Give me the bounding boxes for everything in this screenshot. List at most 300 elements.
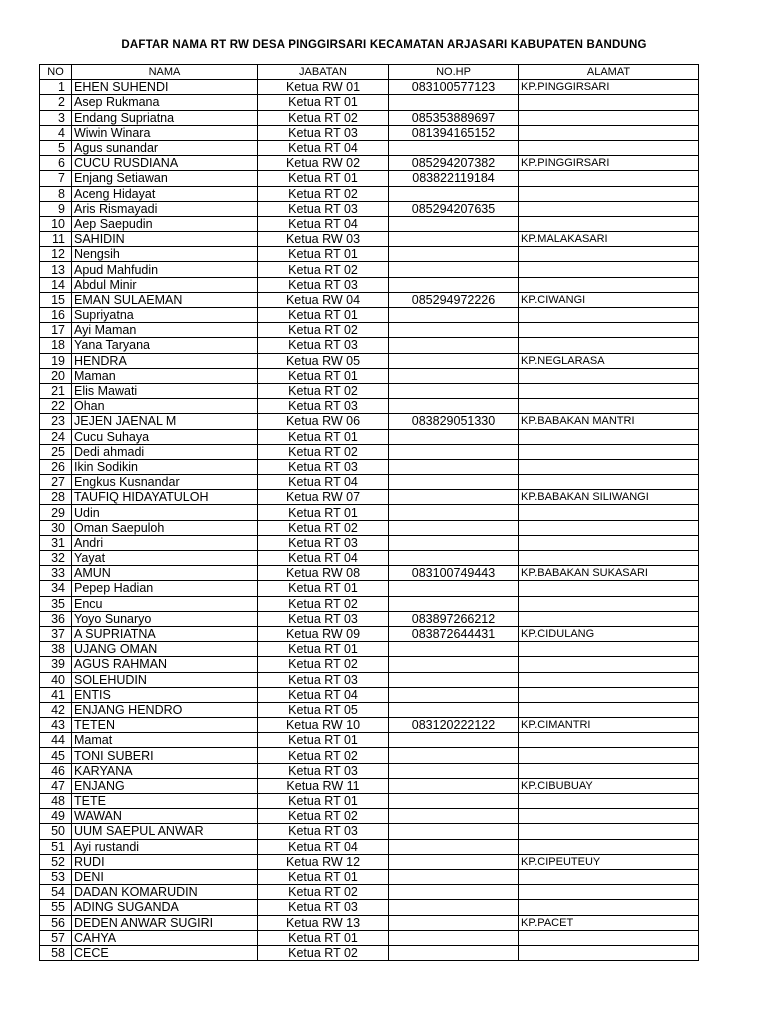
cell-jabatan: Ketua RT 02 [258,383,389,398]
cell-alamat: KP.CIMANTRI [519,718,699,733]
cell-nama: Cucu Suhaya [72,429,258,444]
cell-no-hp [389,459,519,474]
cell-nama: SOLEHUDIN [72,672,258,687]
cell-no-hp [389,824,519,839]
table-row [40,262,699,277]
cell-no-hp [389,900,519,915]
cell-no: 3 [40,110,72,125]
cell-nama: TETEN [72,718,258,733]
cell-alamat [519,657,699,672]
table-row [40,839,699,854]
cell-no-hp: 085353889697 [389,110,519,125]
cell-alamat [519,140,699,155]
cell-jabatan: Ketua RT 03 [258,763,389,778]
cell-jabatan: Ketua RT 03 [258,459,389,474]
table-row [40,110,699,125]
table-row [40,95,699,110]
cell-jabatan: Ketua RT 03 [258,338,389,353]
table-row [40,201,699,216]
cell-nama: CUCU RUSDIANA [72,156,258,171]
cell-nama: TAUFIQ HIDAYATULOH [72,490,258,505]
cell-jabatan: Ketua RW 12 [258,854,389,869]
cell-alamat: KP.CIWANGI [519,292,699,307]
table-row [40,672,699,687]
cell-alamat [519,900,699,915]
cell-jabatan: Ketua RT 02 [258,596,389,611]
cell-alamat [519,475,699,490]
table-row [40,611,699,626]
table-row [40,900,699,915]
cell-alamat [519,687,699,702]
cell-alamat [519,216,699,231]
cell-nama: ENJANG HENDRO [72,702,258,717]
cell-no: 52 [40,854,72,869]
cell-alamat [519,794,699,809]
table-row [40,915,699,930]
cell-no: 34 [40,581,72,596]
cell-jabatan: Ketua RT 03 [258,824,389,839]
cell-no-hp [389,945,519,960]
cell-nama: Maman [72,368,258,383]
cell-alamat [519,186,699,201]
cell-no: 21 [40,383,72,398]
cell-jabatan: Ketua RW 08 [258,566,389,581]
cell-jabatan: Ketua RT 02 [258,110,389,125]
cell-alamat [519,733,699,748]
header-jabatan: JABATAN [258,65,389,80]
cell-jabatan: Ketua RT 01 [258,505,389,520]
cell-nama: RUDI [72,854,258,869]
table-row [40,930,699,945]
cell-alamat [519,399,699,414]
cell-alamat [519,368,699,383]
cell-nama: ADING SUGANDA [72,900,258,915]
cell-nama: UUM SAEPUL ANWAR [72,824,258,839]
cell-alamat [519,444,699,459]
cell-jabatan: Ketua RT 02 [258,186,389,201]
cell-no-hp: 083829051330 [389,414,519,429]
cell-no: 2 [40,95,72,110]
cell-jabatan: Ketua RT 01 [258,95,389,110]
cell-alamat [519,702,699,717]
cell-alamat: KP.MALAKASARI [519,232,699,247]
cell-jabatan: Ketua RT 01 [258,581,389,596]
cell-jabatan: Ketua RT 05 [258,702,389,717]
cell-no: 30 [40,520,72,535]
cell-nama: Yana Taryana [72,338,258,353]
cell-alamat [519,383,699,398]
cell-nama: ENJANG [72,778,258,793]
cell-no: 27 [40,475,72,490]
cell-jabatan: Ketua RT 02 [258,945,389,960]
cell-nama: Udin [72,505,258,520]
cell-nama: Aris Rismayadi [72,201,258,216]
table-row [40,323,699,338]
cell-alamat: KP.NEGLARASA [519,353,699,368]
cell-alamat [519,201,699,216]
table-row [40,247,699,262]
cell-alamat: KP.CIBUBUAY [519,778,699,793]
cell-no-hp [389,551,519,566]
cell-no: 38 [40,642,72,657]
cell-no-hp [389,444,519,459]
cell-no-hp [389,383,519,398]
table-row [40,566,699,581]
cell-alamat [519,277,699,292]
cell-no-hp: 081394165152 [389,125,519,140]
cell-jabatan: Ketua RT 02 [258,444,389,459]
cell-jabatan: Ketua RT 03 [258,900,389,915]
cell-no: 10 [40,216,72,231]
header-no: NO [40,65,72,80]
table-body [40,80,699,961]
cell-nama: DADAN KOMARUDIN [72,885,258,900]
cell-jabatan: Ketua RT 02 [258,657,389,672]
cell-no: 25 [40,444,72,459]
cell-nama: Encu [72,596,258,611]
cell-jabatan: Ketua RT 01 [258,308,389,323]
cell-nama: Aceng Hidayat [72,186,258,201]
table-row [40,581,699,596]
cell-alamat [519,869,699,884]
cell-no: 18 [40,338,72,353]
table-row [40,869,699,884]
table-row [40,778,699,793]
cell-nama: Enjang Setiawan [72,171,258,186]
cell-no-hp: 085294207635 [389,201,519,216]
cell-no: 13 [40,262,72,277]
table-row [40,642,699,657]
cell-jabatan: Ketua RW 02 [258,156,389,171]
cell-no: 6 [40,156,72,171]
cell-no: 49 [40,809,72,824]
cell-no-hp [389,232,519,247]
cell-alamat [519,505,699,520]
cell-jabatan: Ketua RT 04 [258,475,389,490]
table-row [40,459,699,474]
cell-no: 5 [40,140,72,155]
cell-alamat [519,581,699,596]
table-row [40,140,699,155]
cell-nama: Apud Mahfudin [72,262,258,277]
cell-nama: Dedi ahmadi [72,444,258,459]
cell-jabatan: Ketua RT 03 [258,201,389,216]
cell-no-hp [389,869,519,884]
cell-nama: SAHIDIN [72,232,258,247]
cell-no-hp [389,368,519,383]
table-row [40,945,699,960]
cell-nama: Agus sunandar [72,140,258,155]
cell-no-hp [389,748,519,763]
cell-no-hp [389,839,519,854]
cell-no: 58 [40,945,72,960]
cell-alamat [519,535,699,550]
cell-nama: TONI SUBERI [72,748,258,763]
cell-alamat [519,763,699,778]
table-row [40,551,699,566]
cell-no: 57 [40,930,72,945]
cell-jabatan: Ketua RW 09 [258,626,389,641]
cell-alamat [519,95,699,110]
cell-no-hp [389,338,519,353]
cell-nama: AGUS RAHMAN [72,657,258,672]
cell-jabatan: Ketua RT 01 [258,171,389,186]
cell-jabatan: Ketua RW 06 [258,414,389,429]
cell-jabatan: Ketua RW 03 [258,232,389,247]
cell-no: 11 [40,232,72,247]
cell-no: 12 [40,247,72,262]
cell-alamat: KP.BABAKAN MANTRI [519,414,699,429]
cell-no: 16 [40,308,72,323]
table-row [40,156,699,171]
cell-no: 32 [40,551,72,566]
rt-rw-table [39,64,699,961]
cell-nama: DENI [72,869,258,884]
cell-no-hp [389,475,519,490]
table-row [40,596,699,611]
cell-no: 54 [40,885,72,900]
cell-no: 26 [40,459,72,474]
cell-no-hp: 083897266212 [389,611,519,626]
cell-nama: AMUN [72,566,258,581]
cell-jabatan: Ketua RW 01 [258,80,389,95]
table-row [40,718,699,733]
cell-jabatan: Ketua RT 03 [258,535,389,550]
table-row [40,809,699,824]
cell-jabatan: Ketua RT 03 [258,125,389,140]
cell-alamat [519,672,699,687]
cell-nama: Mamat [72,733,258,748]
cell-no-hp [389,490,519,505]
cell-no: 48 [40,794,72,809]
cell-no: 31 [40,535,72,550]
cell-no-hp [389,247,519,262]
cell-no-hp [389,505,519,520]
cell-no-hp [389,794,519,809]
table-row [40,277,699,292]
cell-no: 55 [40,900,72,915]
cell-alamat: KP.CIPEUTEUY [519,854,699,869]
header-no-hp: NO.HP [389,65,519,80]
table-row [40,414,699,429]
cell-nama: WAWAN [72,809,258,824]
cell-alamat [519,596,699,611]
cell-alamat [519,945,699,960]
cell-alamat [519,551,699,566]
cell-nama: DEDEN ANWAR SUGIRI [72,915,258,930]
cell-alamat: KP.PACET [519,915,699,930]
cell-nama: Wiwin Winara [72,125,258,140]
cell-no: 40 [40,672,72,687]
cell-no: 46 [40,763,72,778]
table-row [40,444,699,459]
table-row [40,216,699,231]
cell-alamat: KP.CIDULANG [519,626,699,641]
cell-no-hp: 083120222122 [389,718,519,733]
cell-alamat: KP.PINGGIRSARI [519,80,699,95]
cell-nama: Elis Mawati [72,383,258,398]
cell-no-hp [389,733,519,748]
cell-no-hp [389,809,519,824]
cell-no: 7 [40,171,72,186]
table-row [40,748,699,763]
cell-no-hp [389,642,519,657]
table-row [40,763,699,778]
cell-nama: ENTIS [72,687,258,702]
cell-alamat [519,308,699,323]
cell-nama: Ayi rustandi [72,839,258,854]
cell-jabatan: Ketua RW 05 [258,353,389,368]
table-row [40,338,699,353]
cell-no-hp [389,262,519,277]
table-row [40,383,699,398]
cell-jabatan: Ketua RT 03 [258,277,389,292]
cell-no: 1 [40,80,72,95]
cell-no: 20 [40,368,72,383]
cell-no: 51 [40,839,72,854]
table-row [40,171,699,186]
cell-alamat [519,262,699,277]
table-row [40,490,699,505]
cell-no-hp [389,581,519,596]
cell-no: 37 [40,626,72,641]
cell-jabatan: Ketua RT 01 [258,930,389,945]
cell-alamat [519,824,699,839]
cell-nama: CECE [72,945,258,960]
cell-nama: EMAN SULAEMAN [72,292,258,307]
cell-no-hp [389,429,519,444]
cell-no: 47 [40,778,72,793]
table-row [40,475,699,490]
cell-no: 24 [40,429,72,444]
table-row [40,885,699,900]
table-row [40,520,699,535]
cell-no: 19 [40,353,72,368]
cell-no-hp: 083100577123 [389,80,519,95]
cell-jabatan: Ketua RW 13 [258,915,389,930]
cell-jabatan: Ketua RT 01 [258,642,389,657]
cell-nama: KARYANA [72,763,258,778]
cell-no: 29 [40,505,72,520]
cell-no-hp [389,854,519,869]
cell-alamat [519,338,699,353]
cell-alamat [519,748,699,763]
cell-jabatan: Ketua RT 04 [258,839,389,854]
cell-no: 36 [40,611,72,626]
cell-no-hp [389,353,519,368]
cell-no-hp [389,778,519,793]
cell-no-hp [389,520,519,535]
cell-jabatan: Ketua RT 04 [258,140,389,155]
cell-no-hp [389,930,519,945]
cell-no-hp: 083822119184 [389,171,519,186]
cell-jabatan: Ketua RW 10 [258,718,389,733]
cell-no: 44 [40,733,72,748]
cell-no-hp [389,657,519,672]
cell-no-hp [389,277,519,292]
cell-jabatan: Ketua RW 07 [258,490,389,505]
cell-no-hp [389,687,519,702]
table-row [40,535,699,550]
cell-no: 8 [40,186,72,201]
table-header-row [40,65,699,80]
cell-jabatan: Ketua RT 03 [258,672,389,687]
cell-no: 17 [40,323,72,338]
cell-no-hp [389,672,519,687]
table-row [40,733,699,748]
cell-nama: Engkus Kusnandar [72,475,258,490]
cell-nama: Nengsih [72,247,258,262]
cell-no: 35 [40,596,72,611]
cell-nama: Ikin Sodikin [72,459,258,474]
cell-no: 42 [40,702,72,717]
cell-no-hp: 085294207382 [389,156,519,171]
cell-no: 14 [40,277,72,292]
table-row [40,292,699,307]
cell-no-hp [389,308,519,323]
table-row [40,687,699,702]
cell-alamat [519,429,699,444]
cell-no-hp [389,399,519,414]
cell-jabatan: Ketua RT 01 [258,869,389,884]
cell-no-hp: 083872644431 [389,626,519,641]
cell-no-hp [389,535,519,550]
cell-nama: EHEN SUHENDI [72,80,258,95]
cell-nama: UJANG OMAN [72,642,258,657]
header-alamat: ALAMAT [519,65,699,80]
cell-nama: Yoyo Sunaryo [72,611,258,626]
cell-jabatan: Ketua RT 02 [258,262,389,277]
table-row [40,505,699,520]
cell-nama: Endang Supriatna [72,110,258,125]
cell-jabatan: Ketua RT 01 [258,247,389,262]
table-row [40,657,699,672]
cell-jabatan: Ketua RT 03 [258,399,389,414]
cell-nama: CAHYA [72,930,258,945]
cell-alamat [519,171,699,186]
cell-jabatan: Ketua RW 04 [258,292,389,307]
cell-alamat [519,110,699,125]
table-row [40,308,699,323]
cell-jabatan: Ketua RT 03 [258,611,389,626]
cell-no-hp [389,95,519,110]
cell-no: 41 [40,687,72,702]
cell-nama: Andri [72,535,258,550]
document-title: DAFTAR NAMA RT RW DESA PINGGIRSARI KECAMATAN ARJASARI KABUPATEN BANDUNG [121,39,647,51]
cell-jabatan: Ketua RT 02 [258,520,389,535]
cell-no-hp [389,186,519,201]
cell-alamat [519,642,699,657]
cell-no-hp [389,915,519,930]
cell-alamat: KP.PINGGIRSARI [519,156,699,171]
cell-jabatan: Ketua RT 02 [258,323,389,338]
cell-alamat [519,809,699,824]
cell-jabatan: Ketua RT 01 [258,368,389,383]
cell-alamat [519,885,699,900]
cell-no: 9 [40,201,72,216]
cell-nama: HENDRA [72,353,258,368]
table-row [40,702,699,717]
cell-jabatan: Ketua RT 02 [258,748,389,763]
cell-nama: Yayat [72,551,258,566]
cell-no-hp: 085294972226 [389,292,519,307]
cell-alamat [519,839,699,854]
cell-alamat: KP.BABAKAN SILIWANGI [519,490,699,505]
header-nama: NAMA [72,65,258,80]
cell-no: 23 [40,414,72,429]
cell-no: 33 [40,566,72,581]
cell-no: 50 [40,824,72,839]
